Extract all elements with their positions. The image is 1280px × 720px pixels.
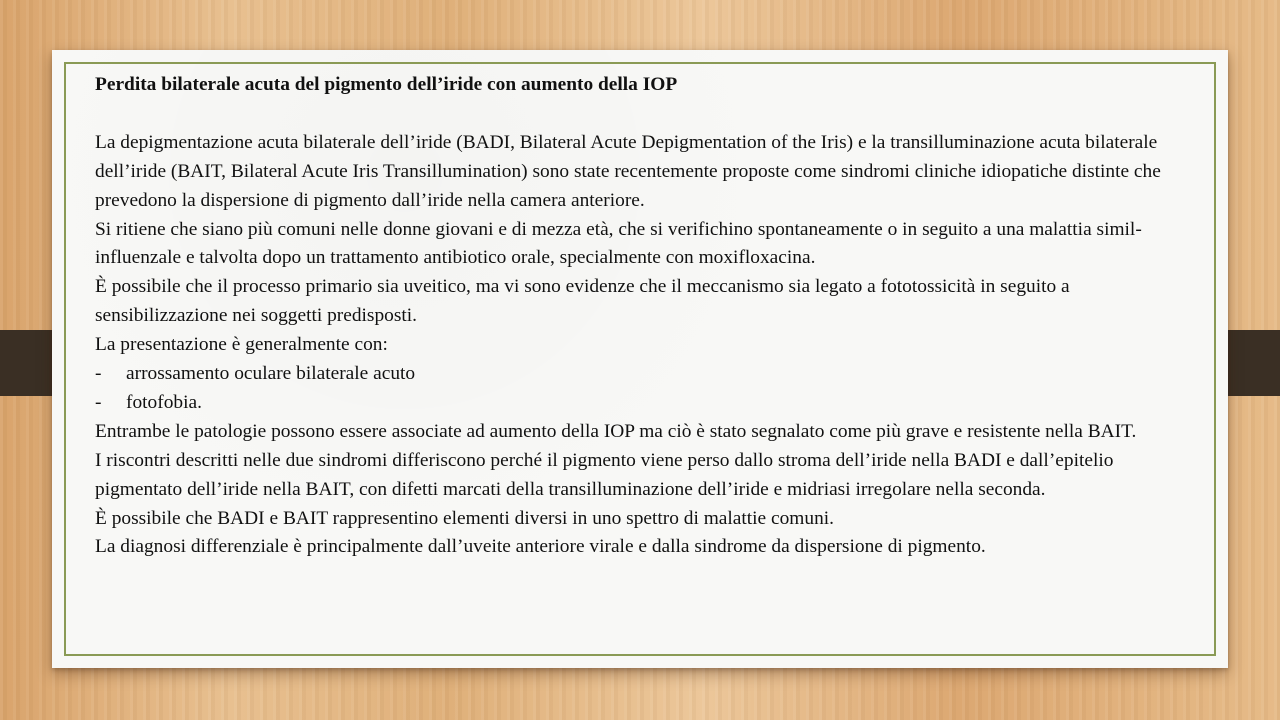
paragraph-differential-diagnosis: La diagnosi differenziale è principalmente dall’uveite anteriore virale e dalla sindrome da dispersione di pigmento. — [95, 536, 986, 558]
paragraph-mechanism: È possibile che il processo primario sia uveitico, ma vi sono evidenze che il meccanismo sia legato a fototossicità in seguito a sensibilizzazione nei soggetti predisposti. — [95, 276, 1070, 327]
slide-title: Perdita bilaterale acuta del pigmento dell’iride con aumento della IOP — [95, 74, 678, 95]
bullet-marker: - — [95, 391, 102, 413]
list-item — [95, 360, 1195, 389]
list-item-text: arrossamento oculare bilaterale acuto — [126, 363, 416, 385]
slide-content — [95, 71, 1195, 562]
paragraph-epidemiology: Si ritiene che siano più comuni nelle donne giovani e di mezza età, che si verifichino spontaneamente o in seguito a una malattia simil-influenzale e talvolta dopo un trattamento antibiotico orale, specialmente con moxifloxacina. — [95, 218, 1142, 269]
bullet-marker: - — [95, 363, 102, 385]
list-item-text: fotofobia. — [126, 391, 202, 413]
paragraph-iop: Entrambe le patologie possono essere associate ad aumento della IOP ma ciò è stato segnalato come più grave e resistente nella BAIT. — [95, 420, 1137, 442]
paragraph-definition: La depigmentazione acuta bilaterale dell’iride (BADI, Bilateral Acute Depigmentation of the Iris) e la transilluminazione acuta bilaterale dell’iride (BAIT, Bilateral Acute Iris Transillumination) sono state recentemente proposte come sindromi cliniche idiopatiche distinte che prevedono la dispersione di pigmento dall’iride nella camera anteriore. — [95, 131, 1161, 211]
list-item — [95, 389, 1195, 418]
paragraph-findings: I riscontri descritti nelle due sindromi differiscono perché il pigmento viene perso dallo stroma dell’iride nella BADI e dall’epitelio pigmentato dell’iride nella BAIT, con difetti marcati della transilluminazione dell’iride e midriasi irregolare nella seconda. — [95, 449, 1114, 500]
paragraph-presentation-intro: La presentazione è generalmente con: — [95, 334, 388, 356]
slide-card — [52, 50, 1228, 668]
paragraph-spectrum: È possibile che BADI e BAIT rappresentino elementi diversi in uno spettro di malattie comuni. — [95, 507, 835, 529]
